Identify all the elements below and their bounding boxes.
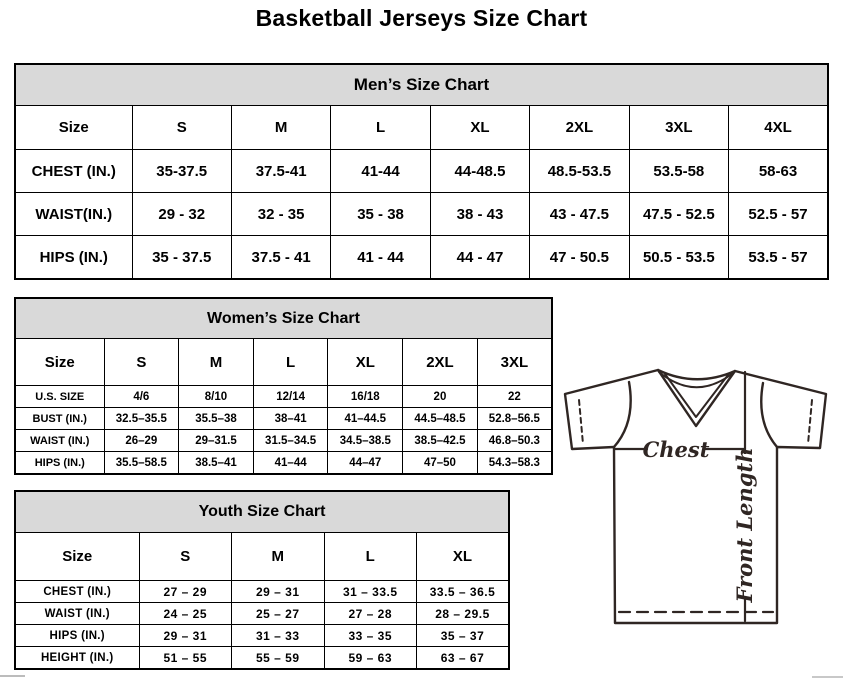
table-cell: 33.5 – 36.5 [417,581,510,603]
table-cell: 38–41 [253,408,328,430]
table-cell: 38.5–41 [179,452,254,475]
womens-size-table [14,297,553,475]
table-cell: 8/10 [179,386,254,408]
row-label: HIPS (IN.) [15,452,104,475]
row-label: HIPS (IN.) [15,236,132,280]
table-cell: 44.5–48.5 [403,408,478,430]
scrollbar-fragment-left[interactable] [0,675,25,677]
table-cell: 44-48.5 [430,150,529,193]
scrollbar-fragment-right[interactable] [812,676,843,678]
table-cell: 35 - 38 [331,193,430,236]
table-cell: 47 - 50.5 [530,236,629,280]
table-row [15,603,509,625]
table-cell: 32 - 35 [231,193,330,236]
column-header: XL [328,339,403,386]
column-header: L [253,339,328,386]
chest-label: Chest [642,437,710,462]
table-row [15,533,509,581]
table-row [15,452,552,475]
table-cell: 47–50 [403,452,478,475]
table-row [15,64,828,106]
column-header: XL [417,533,510,581]
table-cell: 38 - 43 [430,193,529,236]
table-cell: 27 – 28 [324,603,417,625]
table-cell: 24 – 25 [139,603,232,625]
column-header: M [179,339,254,386]
table-cell: 28 – 29.5 [417,603,510,625]
table-cell: 63 – 67 [417,647,510,670]
table-cell: 54.3–58.3 [477,452,552,475]
table-cell: 47.5 - 52.5 [629,193,728,236]
table-cell: 44 - 47 [430,236,529,280]
table-cell: 29 – 31 [139,625,232,647]
table-row [15,581,509,603]
table-cell: 16/18 [328,386,403,408]
column-header: L [324,533,417,581]
table-cell: 37.5-41 [231,150,330,193]
column-header: S [132,106,231,150]
womens-table-title: Women’s Size Chart [15,298,552,339]
front-length-label: Front Length [732,447,757,603]
column-header: XL [430,106,529,150]
table-cell: 41-44 [331,150,430,193]
mens-table-title: Men’s Size Chart [15,64,828,106]
table-cell: 20 [403,386,478,408]
row-label: BUST (IN.) [15,408,104,430]
table-cell: 53.5-58 [629,150,728,193]
youth-table-title: Youth Size Chart [15,491,509,533]
table-row [15,193,828,236]
row-label: CHEST (IN.) [15,581,139,603]
table-row [15,625,509,647]
table-cell: 12/14 [253,386,328,408]
row-label: WAIST (IN.) [15,430,104,452]
column-header: Size [15,339,104,386]
column-header: 4XL [729,106,828,150]
row-label: WAIST (IN.) [15,603,139,625]
table-cell: 41–44 [253,452,328,475]
table-cell: 35 – 37 [417,625,510,647]
column-header: S [104,339,179,386]
table-row [15,339,552,386]
table-cell: 41 - 44 [331,236,430,280]
column-header: 3XL [477,339,552,386]
table-cell: 53.5 - 57 [729,236,828,280]
table-cell: 29 – 31 [232,581,325,603]
table-row [15,386,552,408]
jersey-outline [565,370,826,623]
row-label: U.S. SIZE [15,386,104,408]
table-cell: 33 – 35 [324,625,417,647]
page-title: Basketball Jerseys Size Chart [255,5,588,31]
table-cell: 46.8–50.3 [477,430,552,452]
table-cell: 4/6 [104,386,179,408]
table-cell: 58-63 [729,150,828,193]
table-cell: 43 - 47.5 [530,193,629,236]
table-row [15,106,828,150]
table-cell: 31 – 33.5 [324,581,417,603]
column-header: 3XL [629,106,728,150]
column-header: L [331,106,430,150]
table-cell: 52.8–56.5 [477,408,552,430]
table-row [15,236,828,280]
column-header: Size [15,533,139,581]
table-cell: 52.5 - 57 [729,193,828,236]
table-cell: 35.5–58.5 [104,452,179,475]
table-cell: 26–29 [104,430,179,452]
table-cell: 51 – 55 [139,647,232,670]
row-label: CHEST (IN.) [15,150,132,193]
column-header: 2XL [530,106,629,150]
table-cell: 34.5–38.5 [328,430,403,452]
table-cell: 41–44.5 [328,408,403,430]
table-cell: 31 – 33 [232,625,325,647]
table-cell: 25 – 27 [232,603,325,625]
row-label: HIPS (IN.) [15,625,139,647]
table-cell: 50.5 - 53.5 [629,236,728,280]
table-cell: 38.5–42.5 [403,430,478,452]
table-cell: 35-37.5 [132,150,231,193]
table-cell: 31.5–34.5 [253,430,328,452]
table-cell: 48.5-53.5 [530,150,629,193]
table-cell: 35.5–38 [179,408,254,430]
table-row [15,430,552,452]
row-label: HEIGHT (IN.) [15,647,139,670]
jersey-measurement-diagram [555,360,843,660]
table-cell: 22 [477,386,552,408]
column-header: M [232,533,325,581]
table-cell: 35 - 37.5 [132,236,231,280]
table-cell: 55 – 59 [232,647,325,670]
row-label: WAIST(IN.) [15,193,132,236]
table-cell: 32.5–35.5 [104,408,179,430]
mens-size-table [14,63,829,280]
youth-size-table [14,490,510,670]
table-cell: 29 - 32 [132,193,231,236]
table-cell: 27 – 29 [139,581,232,603]
table-row [15,150,828,193]
column-header: Size [15,106,132,150]
table-cell: 59 – 63 [324,647,417,670]
table-cell: 44–47 [328,452,403,475]
column-header: 2XL [403,339,478,386]
table-cell: 29–31.5 [179,430,254,452]
table-cell: 37.5 - 41 [231,236,330,280]
table-row [15,491,509,533]
column-header: M [231,106,330,150]
table-row [15,298,552,339]
column-header: S [139,533,232,581]
table-row [15,647,509,670]
table-row [15,408,552,430]
